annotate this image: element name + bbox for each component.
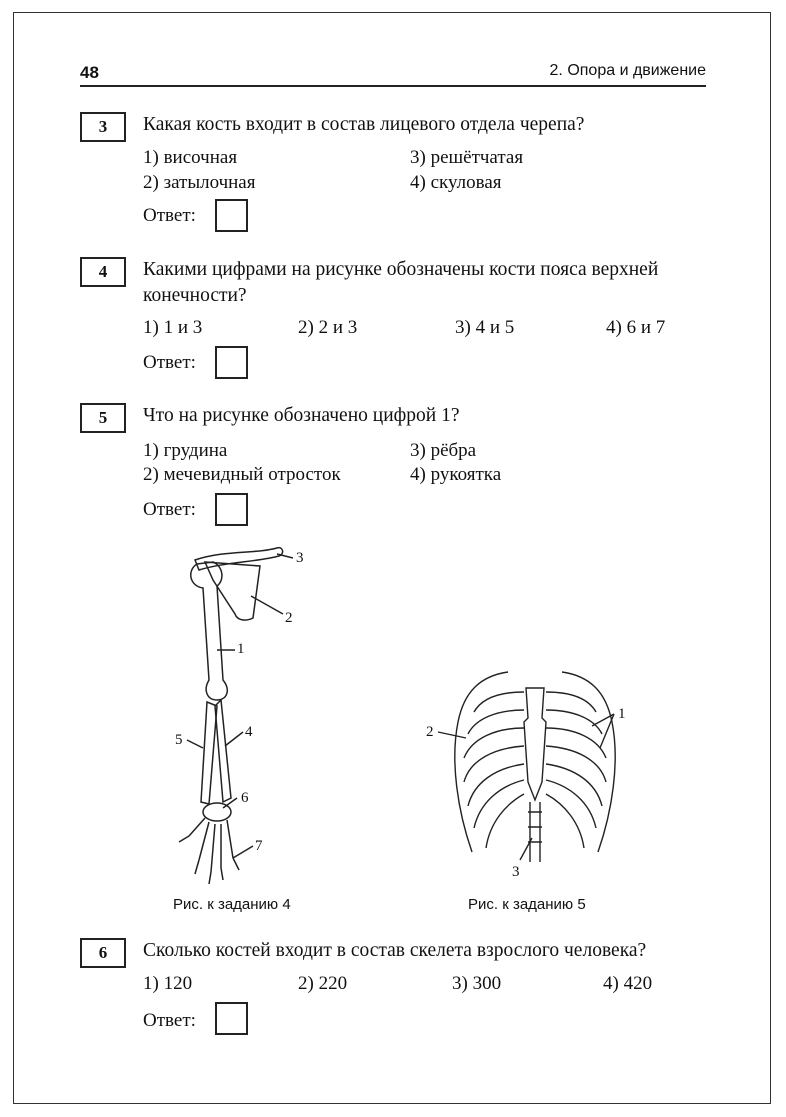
arm-label-4: 4 [245,724,253,740]
page-number: 48 [80,63,99,82]
arm-label-6: 6 [241,790,249,806]
question-3-number: 3 [80,112,126,142]
question-5-number: 5 [80,403,126,433]
question-6-answer-label: Ответ: [143,1010,196,1031]
question-6-option-2[interactable]: 2) 220 [298,973,348,994]
chest-label-1: 1 [618,706,626,722]
radius-shape [215,700,231,802]
ribs-right [546,692,606,848]
cage-outline [455,672,615,852]
question-4-option-1[interactable]: 1) 1 и 3 [143,317,203,338]
leader-4 [225,732,243,746]
arm-skeleton-figure [165,540,315,890]
question-4-option-3[interactable]: 3) 4 и 5 [455,317,515,338]
question-5-option-4[interactable]: 4) рукоятка [410,464,502,485]
question-6-option-1[interactable]: 1) 120 [143,973,193,994]
question-3-answer-box[interactable] [215,199,248,232]
chest-figure-caption: Рис. к заданию 5 [468,896,586,913]
humerus-shape [191,562,228,700]
question-6-option-3[interactable]: 3) 300 [452,973,502,994]
arm-label-1: 1 [237,641,245,657]
ulna-shape [201,702,217,804]
question-4-option-2[interactable]: 2) 2 и 3 [298,317,358,338]
question-6-text: Сколько костей входит в состав скелета взрослого человека? [143,940,647,961]
arm-label-2: 2 [285,610,293,626]
arm-label-3: 3 [296,550,304,566]
question-4-answer-label: Ответ: [143,352,196,373]
spine-shape [528,802,542,862]
arm-figure-caption: Рис. к заданию 4 [173,896,291,913]
question-5-option-2[interactable]: 2) мечевидный отросток [143,464,341,485]
finger-bones [189,818,233,872]
question-5-option-1[interactable]: 1) грудина [143,440,228,461]
question-3-option-4[interactable]: 4) скуловая [410,172,502,193]
leader-6 [223,798,237,808]
question-3-option-1[interactable]: 1) височная [143,147,238,168]
question-3-option-2[interactable]: 2) затылочная [143,172,256,193]
question-6-number: 6 [80,938,126,968]
question-4-answer-box[interactable] [215,346,248,379]
header-rule [80,85,706,87]
leader-2 [251,596,283,614]
question-4-number: 4 [80,257,126,287]
chest-label-3: 3 [512,864,520,880]
scapula-shape [205,562,260,620]
question-3-option-3[interactable]: 3) решётчатая [410,147,524,168]
question-6-answer-box[interactable] [215,1002,248,1035]
leader-2 [438,732,466,738]
question-6-option-4[interactable]: 4) 420 [603,973,653,994]
arm-label-7: 7 [255,838,263,854]
question-5-option-3[interactable]: 3) рёбра [410,440,477,461]
question-5-text: Что на рисунке обозначено цифрой 1? [143,405,460,426]
question-4-option-4[interactable]: 4) 6 и 7 [606,317,666,338]
arm-label-5: 5 [175,732,183,748]
clavicle-shape [195,548,283,570]
ribs-left [464,692,524,848]
chest-label-2: 2 [426,724,434,740]
leader-7 [233,846,253,858]
question-4-text-line1: Какими цифрами на рисунке обозначены кости пояса верхней [143,259,659,280]
rib-cage-figure [420,662,650,882]
section-title: 2. Опора и движение [549,62,706,79]
question-5-answer-box[interactable] [215,493,248,526]
question-4-text-line2: конечности? [143,285,247,306]
question-3-answer-label: Ответ: [143,205,196,226]
question-5-answer-label: Ответ: [143,499,196,520]
sternum-shape [524,688,546,800]
leader-5 [187,740,203,748]
question-3-text: Какая кость входит в состав лицевого отдела черепа? [143,114,585,135]
